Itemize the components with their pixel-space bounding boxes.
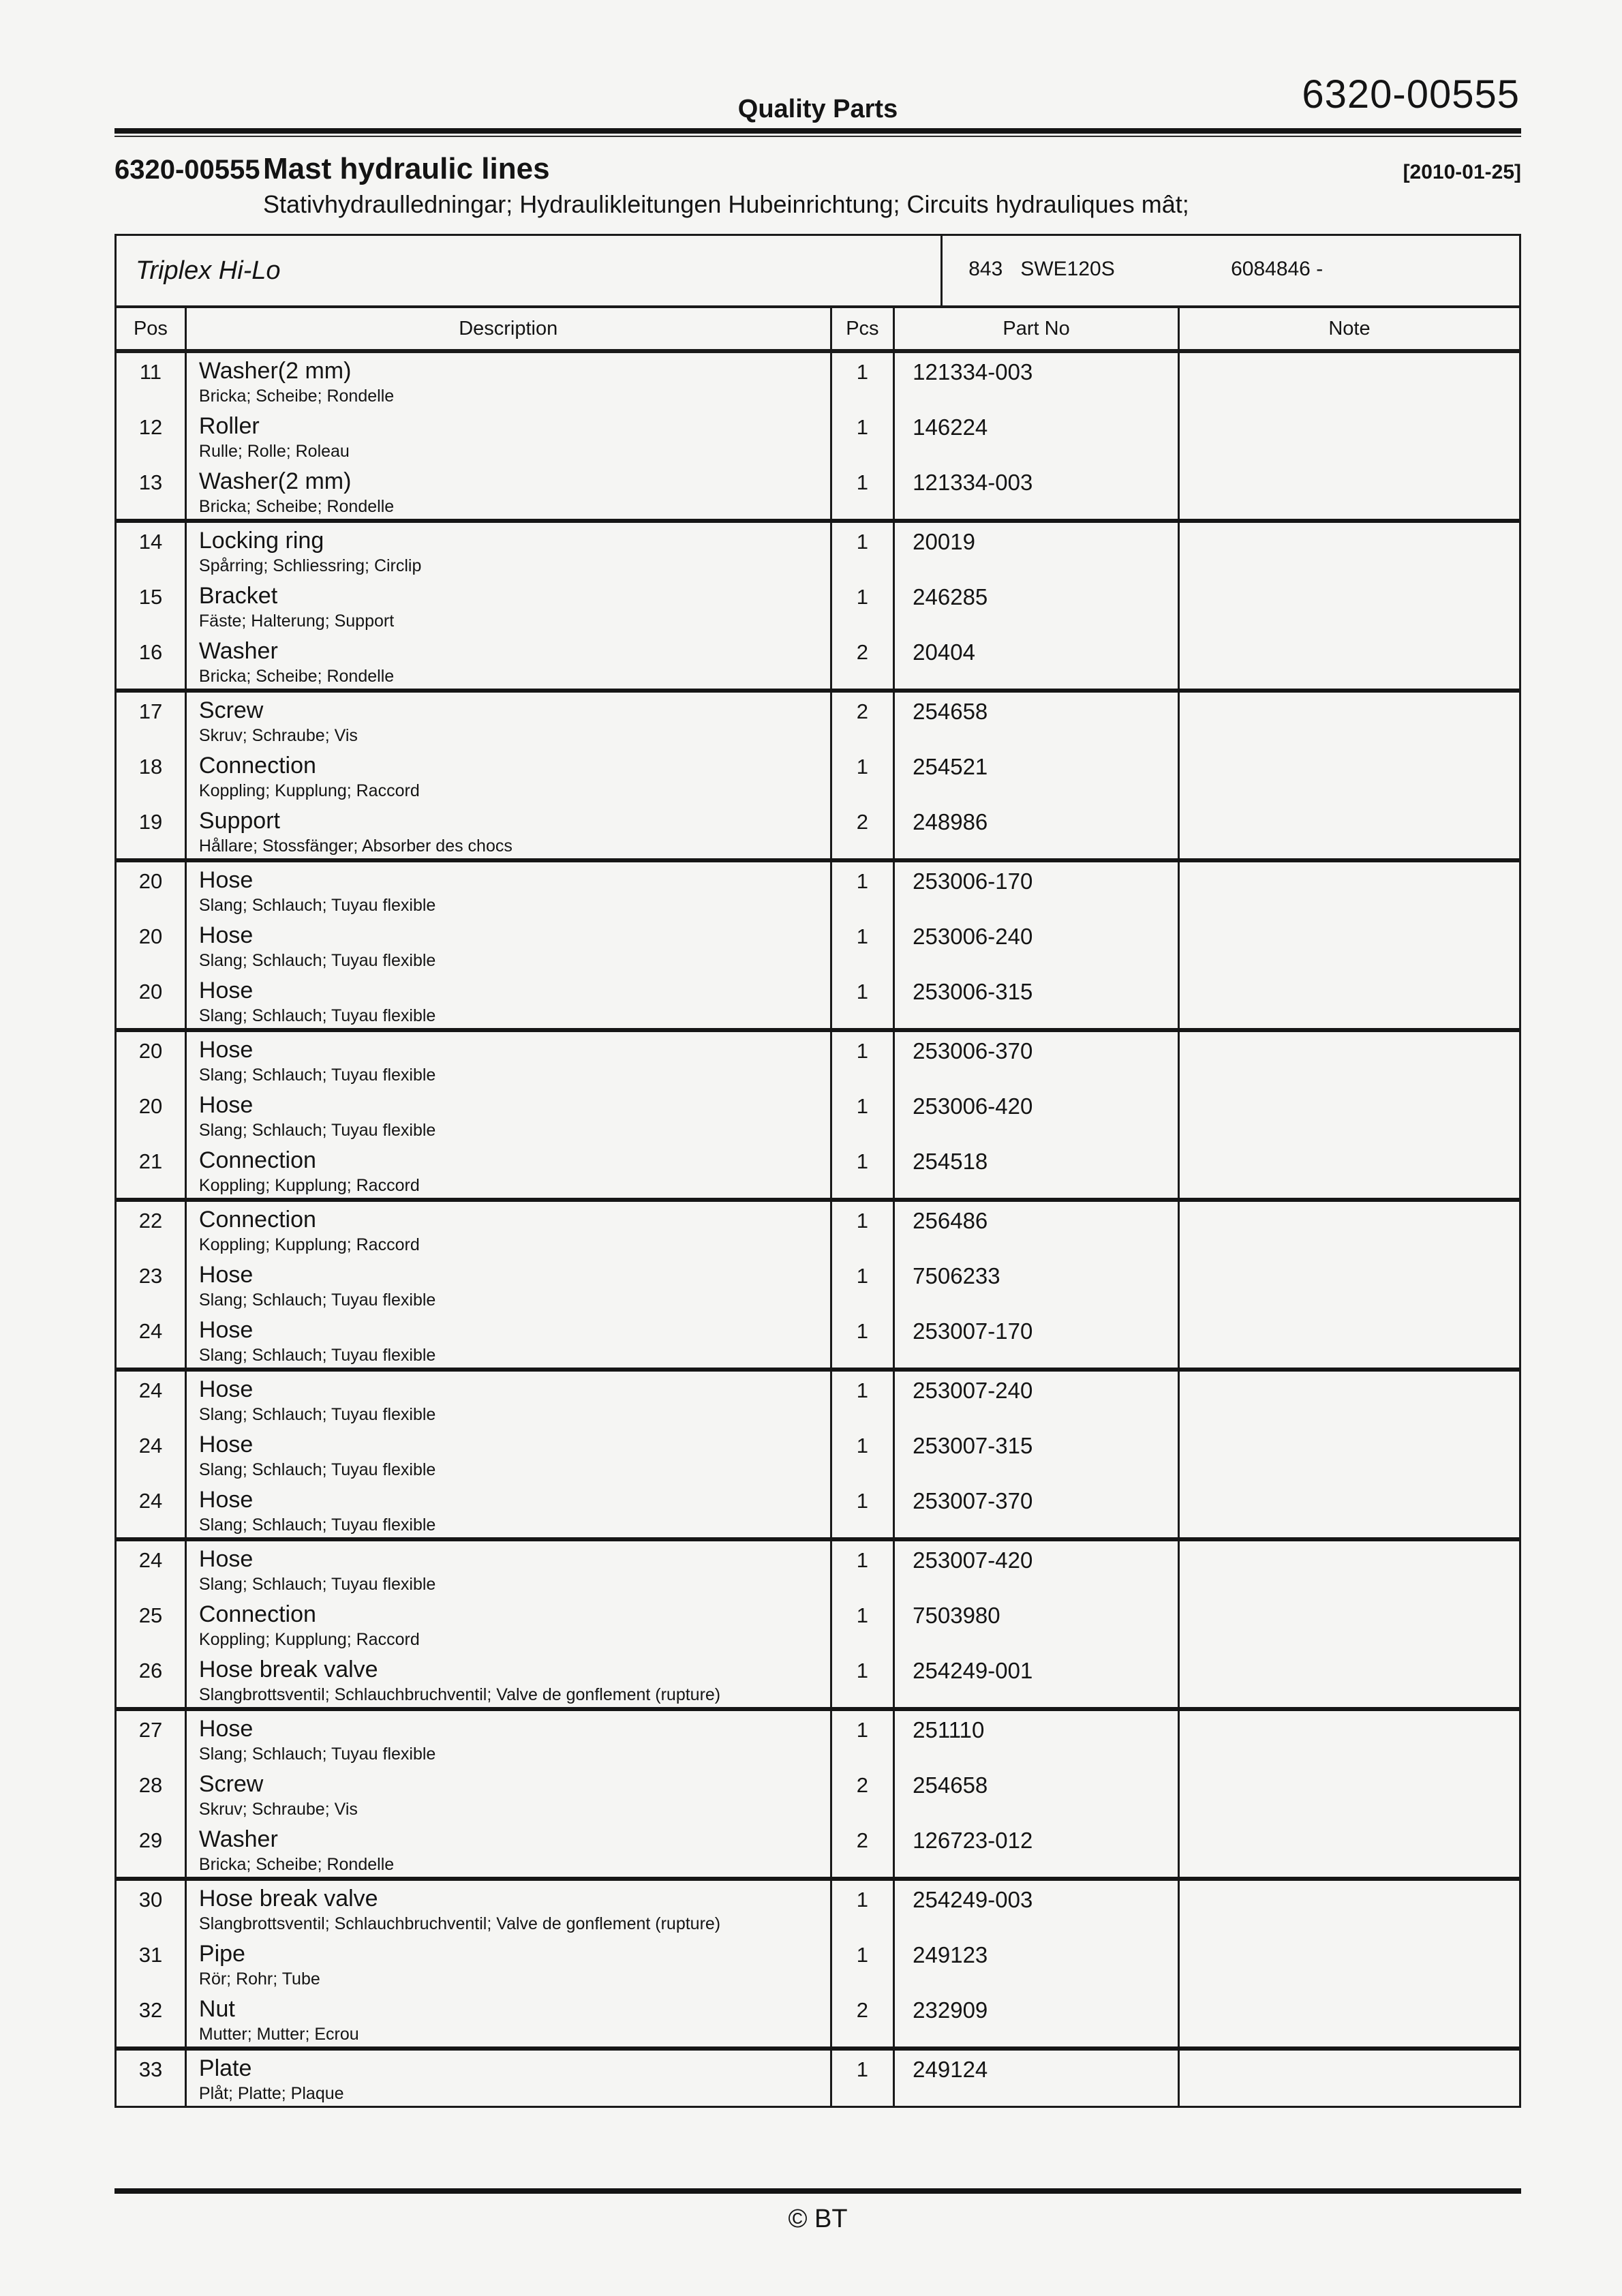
cell-part-no: 254521 [895,748,1180,803]
cell-part-no: 254249-001 [895,1652,1180,1707]
cell-note [1180,1312,1519,1368]
cell-pcs: 1 [832,1372,896,1427]
row-group [117,693,1519,862]
description-main: Hose [198,1487,254,1513]
table-row [117,1936,1519,1991]
cell-note [1180,1143,1519,1198]
description-translations: Slang; Schlauch; Tuyau flexible [198,1346,436,1365]
table-row [117,1087,1519,1143]
description-translations: Hållare; Stossfänger; Absorber des chocs [198,836,512,856]
cell-description [187,803,832,858]
cell-note [1180,578,1519,633]
cell-pos: 26 [117,1652,187,1707]
description-main: Hose [198,1546,254,1572]
description-translations: Slang; Schlauch; Tuyau flexible [198,896,436,915]
cell-pcs: 1 [832,353,896,408]
cell-pos: 24 [117,1541,187,1597]
cell-description [187,1482,832,1537]
cell-description [187,578,832,633]
description-main: Hose break valve [198,1657,378,1682]
cell-pcs: 1 [832,1652,896,1707]
cell-description [187,353,832,408]
column-header-description: Description [187,308,832,349]
variant-name: Triplex Hi-Lo [117,236,943,305]
cell-pcs: 1 [832,1202,896,1257]
cell-part-no: 126723-012 [895,1822,1180,1877]
cell-pos: 22 [117,1202,187,1257]
cell-note [1180,1991,1519,2046]
description-translations: Slang; Schlauch; Tuyau flexible [198,1460,436,1479]
description-main: Washer [198,638,278,664]
description-main: Connection [198,753,316,779]
copyright: © BT [788,2205,848,2233]
cell-part-no: 232909 [895,1991,1180,2046]
cell-pos: 21 [117,1143,187,1198]
cell-pos: 20 [117,973,187,1028]
cell-description [187,1597,832,1652]
header-rule-thin [114,136,1521,137]
description-translations: Slang; Schlauch; Tuyau flexible [198,1006,436,1025]
cell-description [187,408,832,464]
subtitle-translations: Stativhydraulledningar; Hydraulikleitungen Hubeinrichtung; Circuits hydrauliques mât; [263,190,1189,218]
cell-description [187,973,832,1028]
cell-part-no: 251110 [895,1711,1180,1766]
table-row [117,693,1519,748]
description-main: Screw [198,1771,264,1797]
cell-description [187,1143,832,1198]
cell-pcs: 1 [832,862,896,918]
description-main: Connection [198,1147,316,1173]
row-group [117,2051,1519,2106]
description-main: Hose [198,1262,254,1288]
description-translations: Koppling; Kupplung; Raccord [198,781,420,800]
description-translations: Skruv; Schraube; Vis [198,726,358,745]
parts-table-body [117,353,1519,2106]
cell-description [187,1822,832,1877]
variant-model: SWE120S [1020,258,1115,280]
cell-description [187,2051,832,2106]
table-row [117,862,1519,918]
cell-part-no: 20404 [895,633,1180,689]
cell-note [1180,1936,1519,1991]
column-header-note: Note [1328,317,1371,339]
cell-note [1180,1427,1519,1482]
cell-description [187,1427,832,1482]
description-translations: Rör; Rohr; Tube [198,1969,320,1989]
cell-description [187,918,832,973]
table-row [117,2051,1519,2106]
table-row [117,748,1519,803]
cell-part-no: 121334-003 [895,353,1180,408]
column-header-row [117,308,1519,349]
description-main: Plate [198,2055,252,2081]
cell-pcs: 1 [832,1541,896,1597]
description-main: Connection [198,1207,316,1233]
cell-note [1180,1597,1519,1652]
cell-part-no: 253007-370 [895,1482,1180,1537]
table-row [117,1143,1519,1198]
column-header-pos: Pos [117,308,187,349]
cell-description [187,1202,832,1257]
description-main: Screw [198,697,264,723]
cell-description [187,1711,832,1766]
cell-part-no: 253006-370 [895,1032,1180,1087]
description-translations: Slang; Schlauch; Tuyau flexible [198,1290,436,1310]
cell-description [187,1032,832,1087]
cell-pcs: 1 [832,918,896,973]
cell-note [1180,862,1519,918]
cell-pos: 28 [117,1766,187,1822]
cell-pos: 24 [117,1482,187,1537]
title-doc-number: 6320-00555 [114,155,260,185]
description-translations: Spårring; Schliessring; Circlip [198,556,422,575]
cell-pcs: 1 [832,578,896,633]
cell-pcs: 1 [832,748,896,803]
description-main: Hose [198,867,254,893]
description-translations: Koppling; Kupplung; Raccord [198,1235,420,1254]
cell-part-no: 249124 [895,2051,1180,2106]
title-row [114,152,1521,186]
variant-header-row [117,236,1519,308]
header-rule [114,128,1521,134]
cell-pcs: 1 [832,1711,896,1766]
column-header-part-no: Part No [895,308,1180,349]
cell-pcs: 2 [832,693,896,748]
cell-pos: 29 [117,1822,187,1877]
cell-description [187,1372,832,1427]
cell-note [1180,464,1519,519]
row-group [117,1881,1519,2051]
cell-note [1180,973,1519,1028]
page-content [114,0,1521,2234]
cell-description [187,862,832,918]
cell-description [187,1991,832,2046]
cell-pos: 15 [117,578,187,633]
table-row [117,633,1519,689]
description-main: Nut [198,1996,235,2022]
row-group [117,1032,1519,1202]
cell-pcs: 1 [832,523,896,578]
description-main: Hose [198,1716,254,1742]
cell-pos: 13 [117,464,187,519]
table-row [117,1711,1519,1766]
cell-pcs: 1 [832,1257,896,1312]
table-row [117,578,1519,633]
cell-note [1180,353,1519,408]
cell-pos: 16 [117,633,187,689]
cell-note [1180,2051,1519,2106]
table-row [117,1541,1519,1597]
cell-pcs: 1 [832,1312,896,1368]
cell-part-no: 256486 [895,1202,1180,1257]
cell-pcs: 1 [832,2051,896,2106]
variant-info-cell [943,236,1519,305]
cell-pos: 18 [117,748,187,803]
description-translations: Slang; Schlauch; Tuyau flexible [198,1405,436,1424]
cell-pos: 25 [117,1597,187,1652]
cell-pos: 30 [117,1881,187,1936]
description-translations: Slang; Schlauch; Tuyau flexible [198,1121,436,1140]
cell-pcs: 1 [832,1482,896,1537]
cell-pos: 11 [117,353,187,408]
table-row [117,1482,1519,1537]
cell-description [187,523,832,578]
cell-pos: 27 [117,1711,187,1766]
description-translations: Koppling; Kupplung; Raccord [198,1176,420,1195]
table-row [117,1822,1519,1877]
description-translations: Bricka; Scheibe; Rondelle [198,497,395,516]
cell-pcs: 1 [832,1881,896,1936]
cell-note [1180,1482,1519,1537]
cell-pos: 19 [117,803,187,858]
description-main: Hose [198,1037,254,1063]
description-main: Hose [198,1432,254,1457]
cell-pos: 17 [117,693,187,748]
description-translations: Slangbrottsventil; Schlauchbruchventil; Valve de gonflement (rupture) [198,1914,721,1933]
cell-part-no: 248986 [895,803,1180,858]
description-translations: Skruv; Schraube; Vis [198,1800,358,1819]
cell-part-no: 253006-315 [895,973,1180,1028]
cell-description [187,748,832,803]
table-row [117,1257,1519,1312]
cell-note [1180,693,1519,748]
description-main: Bracket [198,583,278,609]
footer-rule [114,2188,1521,2194]
cell-pos: 24 [117,1312,187,1368]
description-main: Washer(2 mm) [198,468,352,494]
description-translations: Rulle; Rolle; Roleau [198,442,350,461]
description-main: Hose [198,922,254,948]
table-row [117,1597,1519,1652]
cell-pcs: 1 [832,1427,896,1482]
row-group [117,862,1519,1032]
variant-code: 843 [968,258,1003,280]
cell-pcs: 1 [832,973,896,1028]
cell-note [1180,1372,1519,1427]
cell-pcs: 1 [832,1936,896,1991]
description-main: Hose [198,1092,254,1118]
cell-part-no: 253006-170 [895,862,1180,918]
table-row [117,1652,1519,1707]
description-translations: Bricka; Scheibe; Rondelle [198,1855,395,1874]
cell-note [1180,1652,1519,1707]
cell-pos: 32 [117,1991,187,2046]
description-translations: Koppling; Kupplung; Raccord [198,1630,420,1649]
document-number-header: 6320-00555 [1302,72,1520,117]
table-row [117,918,1519,973]
cell-description [187,1257,832,1312]
table-row [117,1427,1519,1482]
description-translations: Slang; Schlauch; Tuyau flexible [198,1515,436,1535]
cell-note [1180,1881,1519,1936]
cell-note [1180,1711,1519,1766]
description-translations: Fäste; Halterung; Support [198,611,395,631]
row-group [117,1541,1519,1711]
cell-pcs: 2 [832,1822,896,1877]
cell-pos: 20 [117,862,187,918]
cell-part-no: 253006-420 [895,1087,1180,1143]
cell-description [187,1652,832,1707]
cell-part-no: 253007-170 [895,1312,1180,1368]
cell-part-no: 7503980 [895,1597,1180,1652]
row-group [117,1711,1519,1881]
cell-description [187,1766,832,1822]
description-translations: Slangbrottsventil; Schlauchbruchventil; Valve de gonflement (rupture) [198,1685,721,1704]
cell-pcs: 1 [832,408,896,464]
row-group [117,1202,1519,1372]
cell-pos: 14 [117,523,187,578]
table-row [117,523,1519,578]
cell-pos: 20 [117,1087,187,1143]
table-row [117,1372,1519,1427]
cell-note [1180,408,1519,464]
description-main: Hose [198,1376,254,1402]
cell-description [187,1087,832,1143]
cell-note [1180,1541,1519,1597]
table-row [117,1881,1519,1936]
page-title: Mast hydraulic lines [263,152,550,185]
description-main: Connection [198,1601,316,1627]
table-row [117,408,1519,464]
cell-pos: 20 [117,1032,187,1087]
cell-description [187,464,832,519]
description-translations: Slang; Schlauch; Tuyau flexible [198,951,436,970]
cell-description [187,1312,832,1368]
description-translations: Bricka; Scheibe; Rondelle [198,667,395,686]
table-row [117,353,1519,408]
table-row [117,1312,1519,1368]
cell-note [1180,1822,1519,1877]
cell-pcs: 1 [832,1087,896,1143]
cell-pcs: 2 [832,1766,896,1822]
cell-part-no: 254249-003 [895,1881,1180,1936]
cell-pcs: 1 [832,1143,896,1198]
description-main: Roller [198,413,260,439]
cell-pcs: 2 [832,1991,896,2046]
cell-part-no: 20019 [895,523,1180,578]
cell-pos: 24 [117,1427,187,1482]
cell-description [187,693,832,748]
cell-note [1180,1766,1519,1822]
description-translations: Plåt; Platte; Plaque [198,2084,344,2103]
cell-pos: 33 [117,2051,187,2106]
cell-part-no: 7506233 [895,1257,1180,1312]
description-main: Washer(2 mm) [198,358,352,384]
description-translations: Slang; Schlauch; Tuyau flexible [198,1744,436,1764]
description-translations: Slang; Schlauch; Tuyau flexible [198,1066,436,1085]
cell-pcs: 2 [832,633,896,689]
table-row [117,1766,1519,1822]
cell-part-no: 253007-315 [895,1427,1180,1482]
cell-pos: 12 [117,408,187,464]
cell-part-no: 254518 [895,1143,1180,1198]
parts-table [114,234,1521,2108]
page-header [114,0,1521,128]
description-main: Hose [198,978,254,1003]
cell-pcs: 2 [832,803,896,858]
revision-date: [2010-01-25] [1403,161,1521,183]
description-main: Support [198,808,280,834]
cell-note [1180,1087,1519,1143]
cell-description [187,1936,832,1991]
description-translations: Bricka; Scheibe; Rondelle [198,387,395,406]
cell-note [1180,633,1519,689]
cell-pos: 24 [117,1372,187,1427]
table-row [117,803,1519,858]
cell-pcs: 1 [832,1597,896,1652]
cell-pcs: 1 [832,1032,896,1087]
cell-part-no: 246285 [895,578,1180,633]
cell-note [1180,748,1519,803]
brand-title: Quality Parts [737,95,898,123]
table-row [117,1991,1519,2046]
row-group [117,1372,1519,1541]
cell-description [187,1541,832,1597]
cell-part-no: 121334-003 [895,464,1180,519]
description-translations: Mutter; Mutter; Ecrou [198,2025,359,2044]
description-main: Hose [198,1317,254,1343]
table-row [117,973,1519,1028]
cell-part-no: 253007-420 [895,1541,1180,1597]
cell-note [1180,918,1519,973]
description-main: Hose break valve [198,1886,378,1912]
variant-serial-range: 6084846 - [1231,258,1323,280]
cell-part-no: 146224 [895,408,1180,464]
description-translations: Slang; Schlauch; Tuyau flexible [198,1575,436,1594]
table-row [117,1202,1519,1257]
cell-note [1180,1032,1519,1087]
cell-part-no: 249123 [895,1936,1180,1991]
cell-pos: 20 [117,918,187,973]
table-row [117,464,1519,519]
cell-part-no: 253006-240 [895,918,1180,973]
cell-note [1180,523,1519,578]
cell-note [1180,1202,1519,1257]
row-group [117,353,1519,523]
row-group [117,523,1519,693]
cell-pos: 23 [117,1257,187,1312]
column-header-pcs: Pcs [832,308,896,349]
cell-description [187,633,832,689]
cell-pcs: 1 [832,464,896,519]
cell-part-no: 253007-240 [895,1372,1180,1427]
cell-pos: 31 [117,1936,187,1991]
cell-note [1180,1257,1519,1312]
cell-note [1180,803,1519,858]
cell-part-no: 254658 [895,693,1180,748]
cell-description [187,1881,832,1936]
description-main: Pipe [198,1941,245,1967]
description-main: Washer [198,1826,278,1852]
table-row [117,1032,1519,1087]
cell-part-no: 254658 [895,1766,1180,1822]
description-main: Locking ring [198,528,324,554]
